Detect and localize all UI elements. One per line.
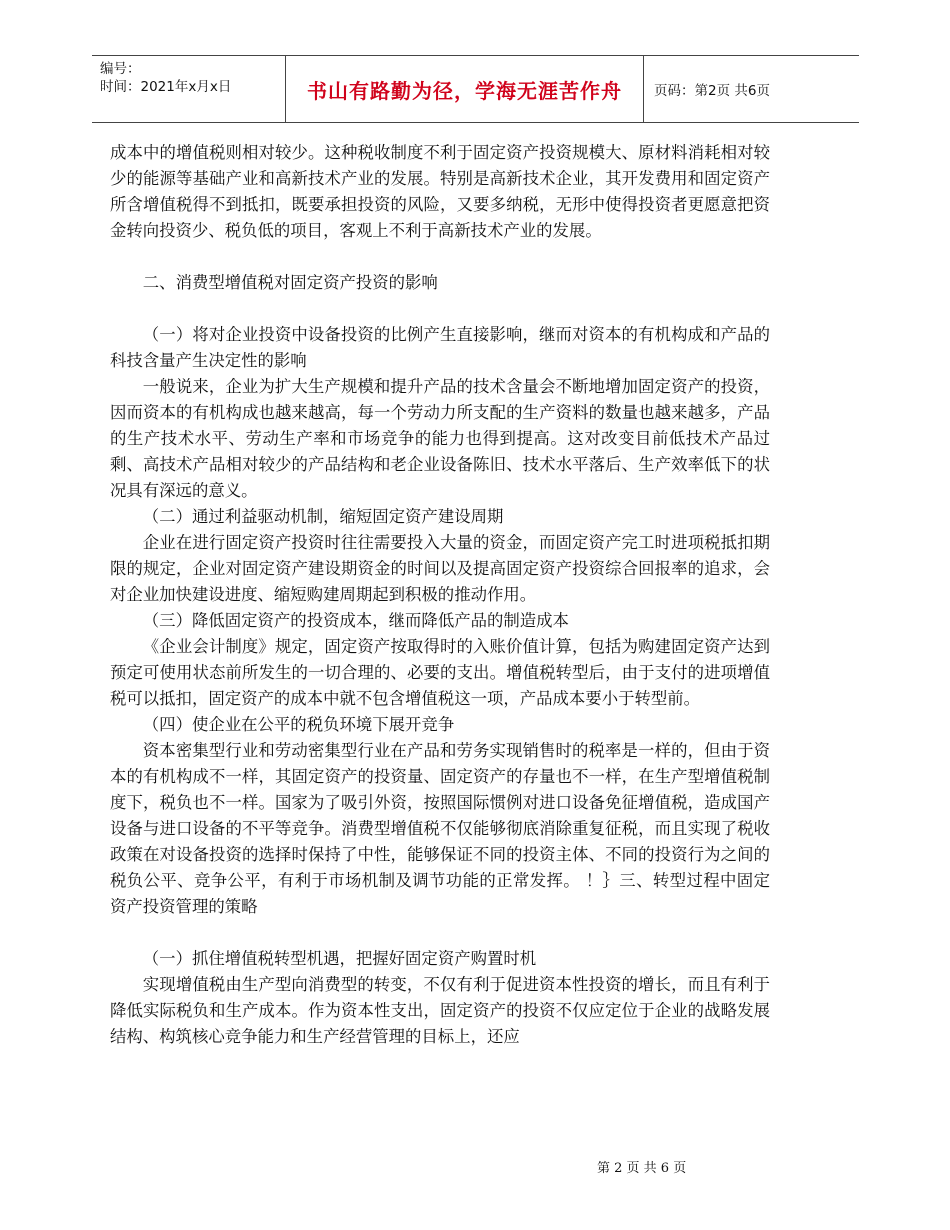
paragraph: 实现增值税由生产型向消费型的转变，不仅有利于促进资本性投资的增长，而且有利于降低实际税负和生产成本。作为资本性支出，固定资产的投资不仅应定位于企业的战略发展结构、构筑核心竞争能力和生产经营管理的目标上，还应: [110, 975, 770, 1046]
document-body: [110, 140, 770, 1050]
paragraph: 《企业会计制度》规定，固定资产按取得时的入账价值计算，包括为购建固定资产达到预定可使用状态前所发生的一切合理的、必要的支出。增值税转型后，由于支付的进项增值税可以抵扣，固定资产的成本中就不包含增值税这一项，产品成本要小于转型前。: [110, 637, 770, 708]
time-label: 时间：2021年x月x日: [100, 79, 232, 95]
paragraph: 资本密集型行业和劳动密集型行业在产品和劳务实现销售时的税率是一样的，但由于资本的有机构成不一样，其固定资产的投资量、固定资产的存量也不一样，在生产型增值税制度下，税负也不一样。国家为了吸引外资，按照国际惯例对进口设备免征增值税，造成国产设备与进口设备的不平等竞争。消费型增值税不仅能够彻底消除重复征税，而且实现了税收政策在对设备投资的选择时保持了中性，能够保证不同的投资主体、不同的投资行为之间的税负公平、竞争公平，有利于市场机制及调节功能的正常发挥。 ！｝三、转型过程中固定资产投资管理的策略: [110, 741, 770, 916]
paragraph: 企业在进行固定资产投资时往往需要投入大量的资金，而固定资产完工时进项税抵扣期限的规定，企业对固定资产建设期资金的时间以及提高固定资产投资综合回报率的追求，会对企业加快建设进度、缩短购建周期起到积极的推动作用。: [110, 533, 770, 604]
subsection-heading: （二）通过利益驱动机制，缩短固定资产建设周期: [142, 507, 504, 526]
footer-page-number: 第 2 页 共 6 页: [597, 1161, 687, 1176]
header-motto: 书山有路勤为径，学海无涯苦作舟: [285, 56, 644, 122]
header-page-info: 页码：第2页 共6页: [654, 83, 770, 99]
subsection-heading: （三）降低固定资产的投资成本，继而降低产品的制造成本: [142, 611, 569, 630]
subsection-heading: （四）使企业在公平的税负环境下展开竞争: [142, 715, 455, 734]
subsection-heading: （一）将对企业投资中设备投资的比例产生直接影响，继而对资本的有机构成和产品的科技含量产生决定性的影响: [110, 325, 770, 370]
serial-label: 编号：: [100, 61, 141, 77]
header-meta: [100, 60, 231, 96]
paragraph: 一般说来，企业为扩大生产规模和提升产品的技术含量会不断地增加固定资产的投资，因而资本的有机构成也越来越高，每一个劳动力所支配的生产资料的数量也越来越多，产品的生产技术水平、劳动生产率和市场竞争的能力也得到提高。这对改变目前低技术产品过剩、高技术产品相对较少的产品结构和老企业设备陈旧、技术水平落后、生产效率低下的状况具有深远的意义。: [110, 377, 770, 500]
page-header: [92, 55, 859, 123]
paragraph: 成本中的增值税则相对较少。这种税收制度不利于固定资产投资规模大、原材料消耗相对较少的能源等基础产业和高新技术产业的发展。特别是高新技术企业，其开发费用和固定资产所含增值税得不到抵扣，既要承担投资的风险，又要多纳税，无形中使得投资者更愿意把资金转向投资少、税负低的项目，客观上不利于高新技术产业的发展。: [110, 143, 770, 240]
subsection-heading: （一）抓住增值税转型机遇，把握好固定资产购置时机: [142, 949, 537, 968]
section-heading: 二、消费型增值税对固定资产投资的影响: [142, 273, 438, 292]
